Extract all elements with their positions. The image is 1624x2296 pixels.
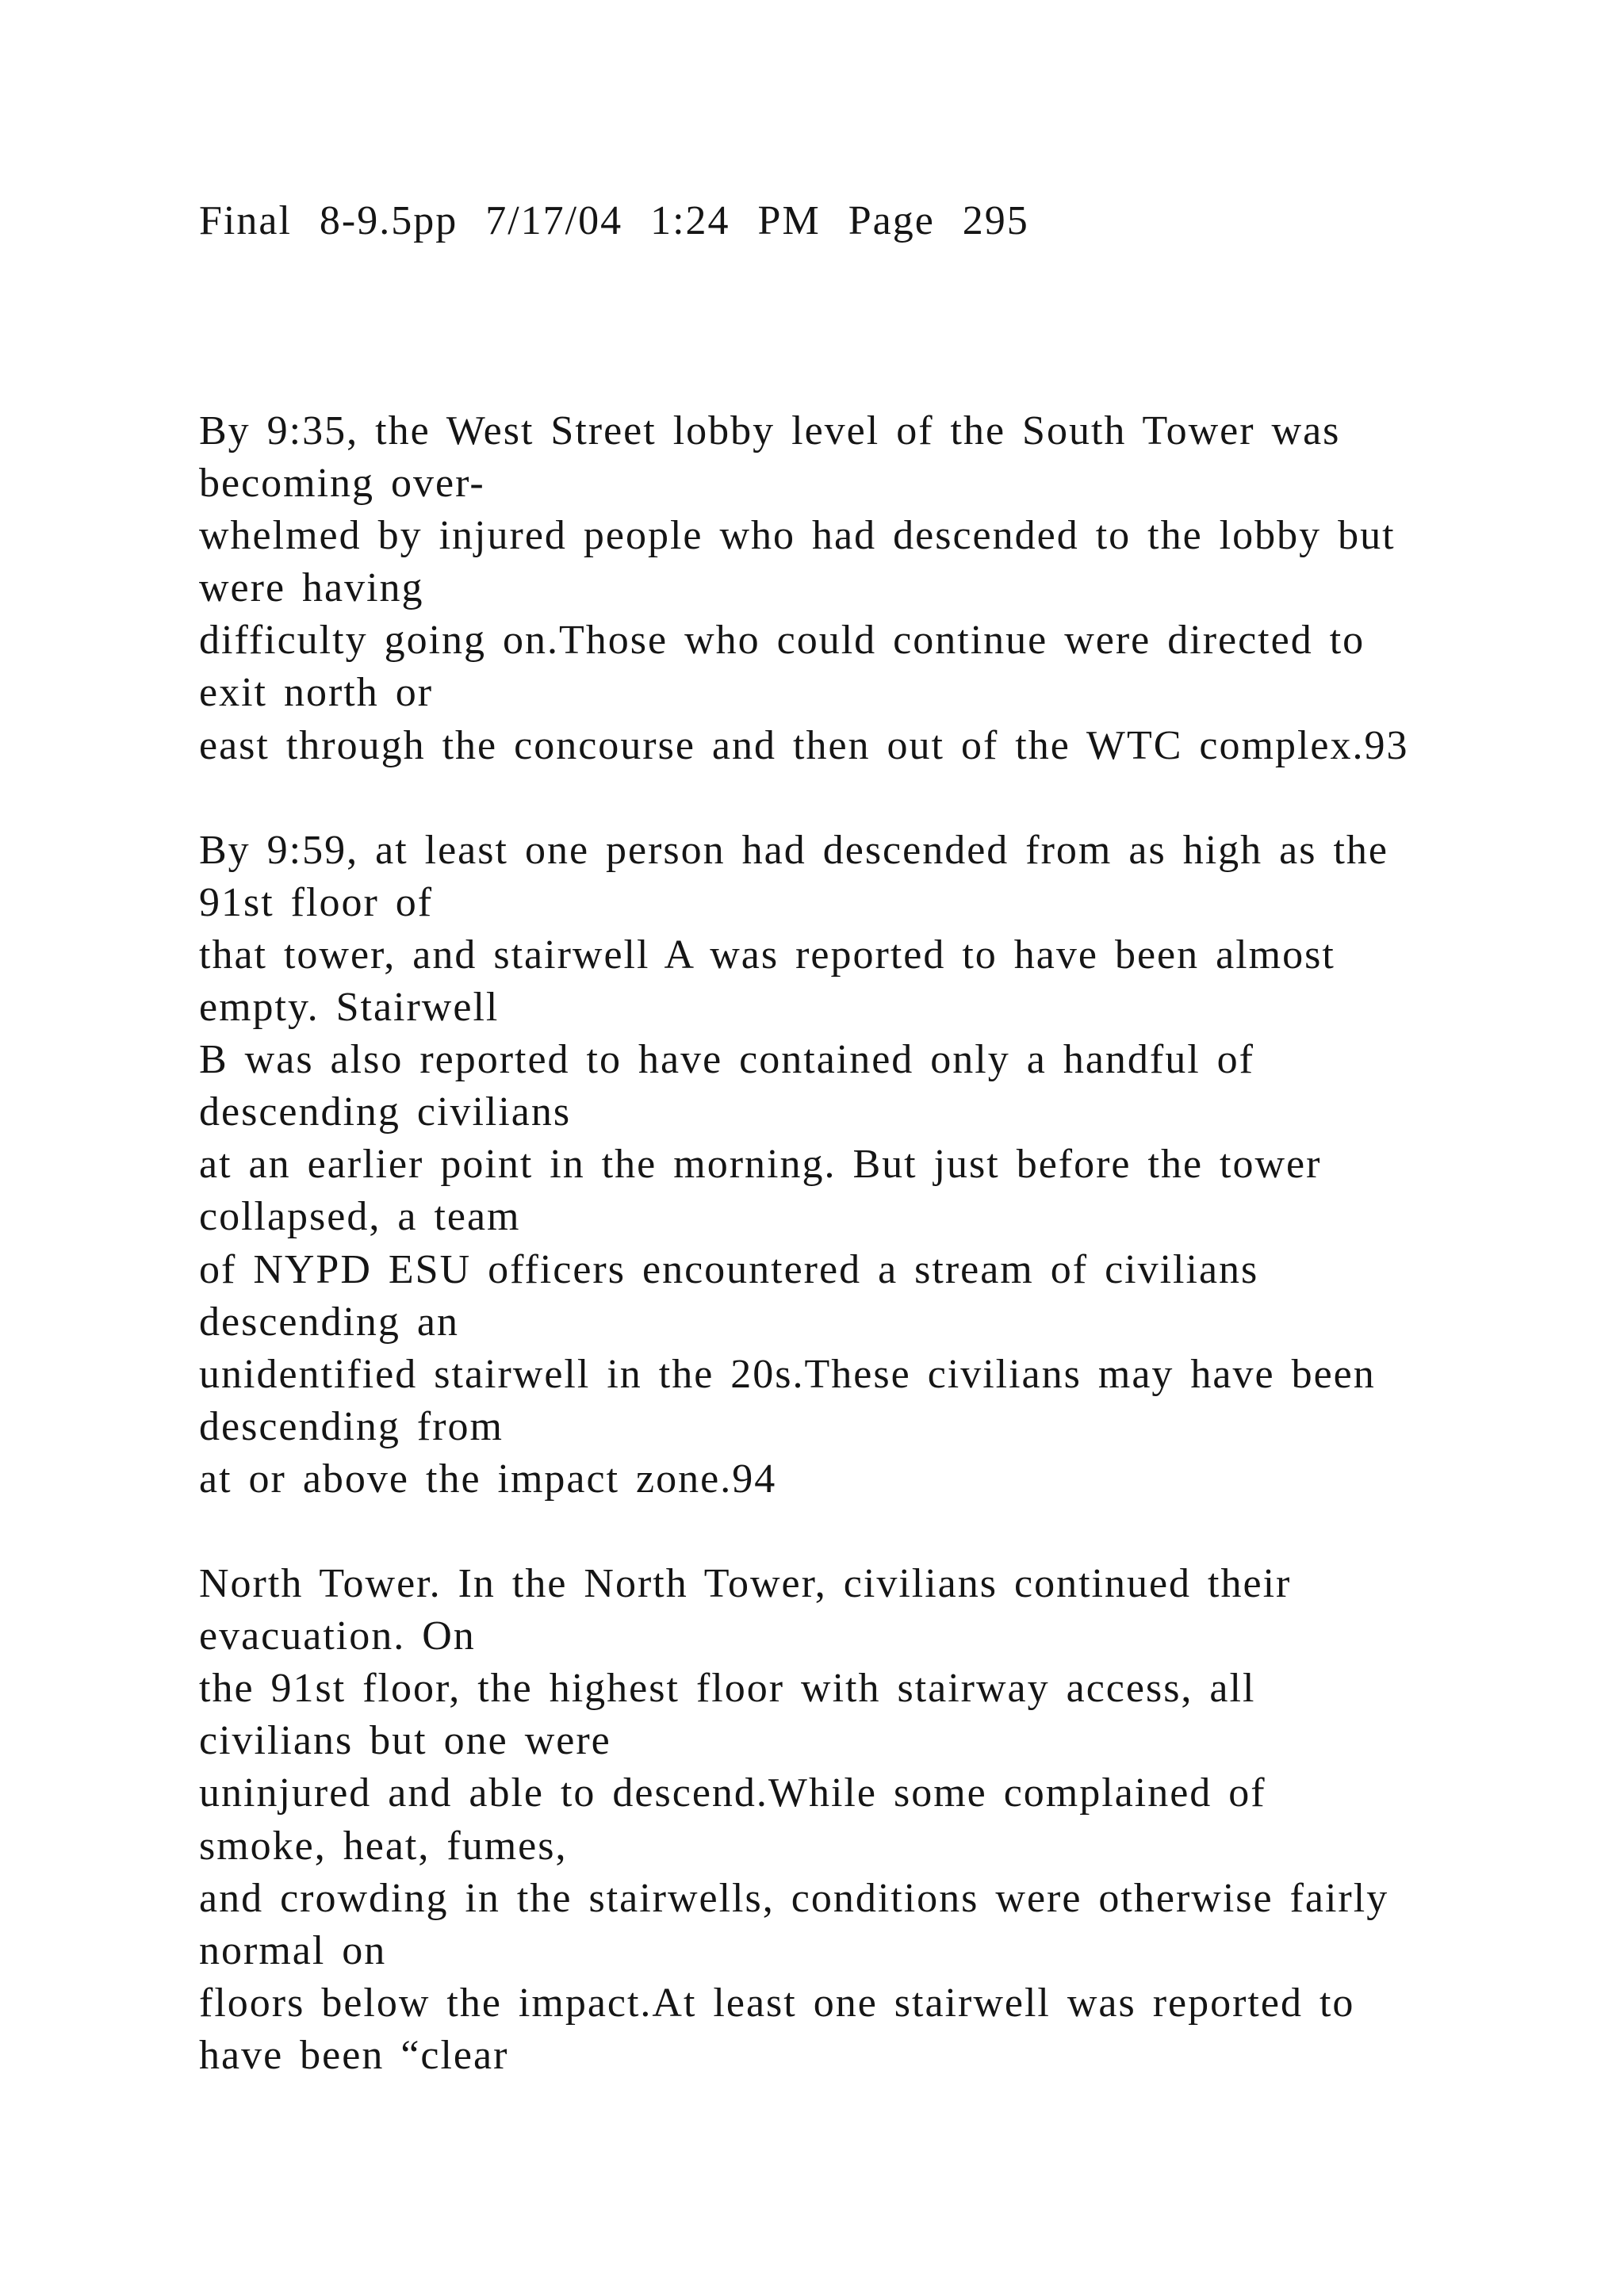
text-line: east through the concourse and then out of the WTC complex.93 xyxy=(199,722,1409,768)
text-line: uninjured and able to descend.While some complained of xyxy=(199,1770,1266,1816)
text-line: collapsed, a team xyxy=(199,1194,521,1240)
paragraph xyxy=(199,825,1563,1506)
text-line: and crowding in the stairwells, conditions were otherwise fairly xyxy=(199,1875,1389,1921)
text-line: at an earlier point in the morning. But just before the tower xyxy=(199,1142,1322,1188)
text-line: that tower, and stairwell A was reported to have been almost xyxy=(199,932,1335,978)
text-line: of NYPD ESU officers encountered a stream of civilians xyxy=(199,1246,1259,1292)
text-line: descending an xyxy=(199,1299,460,1345)
text-line: B was also reported to have contained only a handful of xyxy=(199,1037,1254,1083)
text-line: floors below the impact.At least one stairwell was reported to xyxy=(199,1980,1355,2026)
text-line: By 9:59, at least one person had descended from as high as the xyxy=(199,827,1388,873)
paragraph xyxy=(199,405,1563,772)
paragraph xyxy=(199,1558,1563,2082)
text-line: 91st floor of xyxy=(199,879,434,925)
text-line: North Tower. In the North Tower, civilians continued their xyxy=(199,1561,1292,1607)
text-line: have been “clear xyxy=(199,2032,509,2078)
text-line: descending civilians xyxy=(199,1089,572,1135)
text-line: smoke, heat, fumes, xyxy=(199,1823,568,1869)
text-line: normal on xyxy=(199,1927,387,1973)
body-text xyxy=(199,405,1563,2134)
text-line: By 9:35, the West Street lobby level of the South Tower was xyxy=(199,408,1341,453)
text-line: unidentified stairwell in the 20s.These civilians may have been xyxy=(199,1351,1376,1397)
text-line: exit north or xyxy=(199,670,434,716)
text-line: whelmed by injured people who had descended to the lobby but xyxy=(199,513,1396,559)
text-line: at or above the impact zone.94 xyxy=(199,1456,777,1502)
text-line: civilians but one were xyxy=(199,1718,611,1764)
text-line: descending from xyxy=(199,1403,504,1449)
text-line: empty. Stairwell xyxy=(199,985,500,1031)
page-header: Final 8-9.5pp 7/17/04 1:24 PM Page 295 xyxy=(199,198,1029,243)
text-line: difficulty going on.Those who could continue were directed to xyxy=(199,618,1365,664)
text-line: were having xyxy=(199,565,424,611)
text-line: evacuation. On xyxy=(199,1613,476,1659)
text-line: becoming over- xyxy=(199,461,485,507)
text-line: the 91st floor, the highest floor with stairway access, all xyxy=(199,1666,1256,1712)
